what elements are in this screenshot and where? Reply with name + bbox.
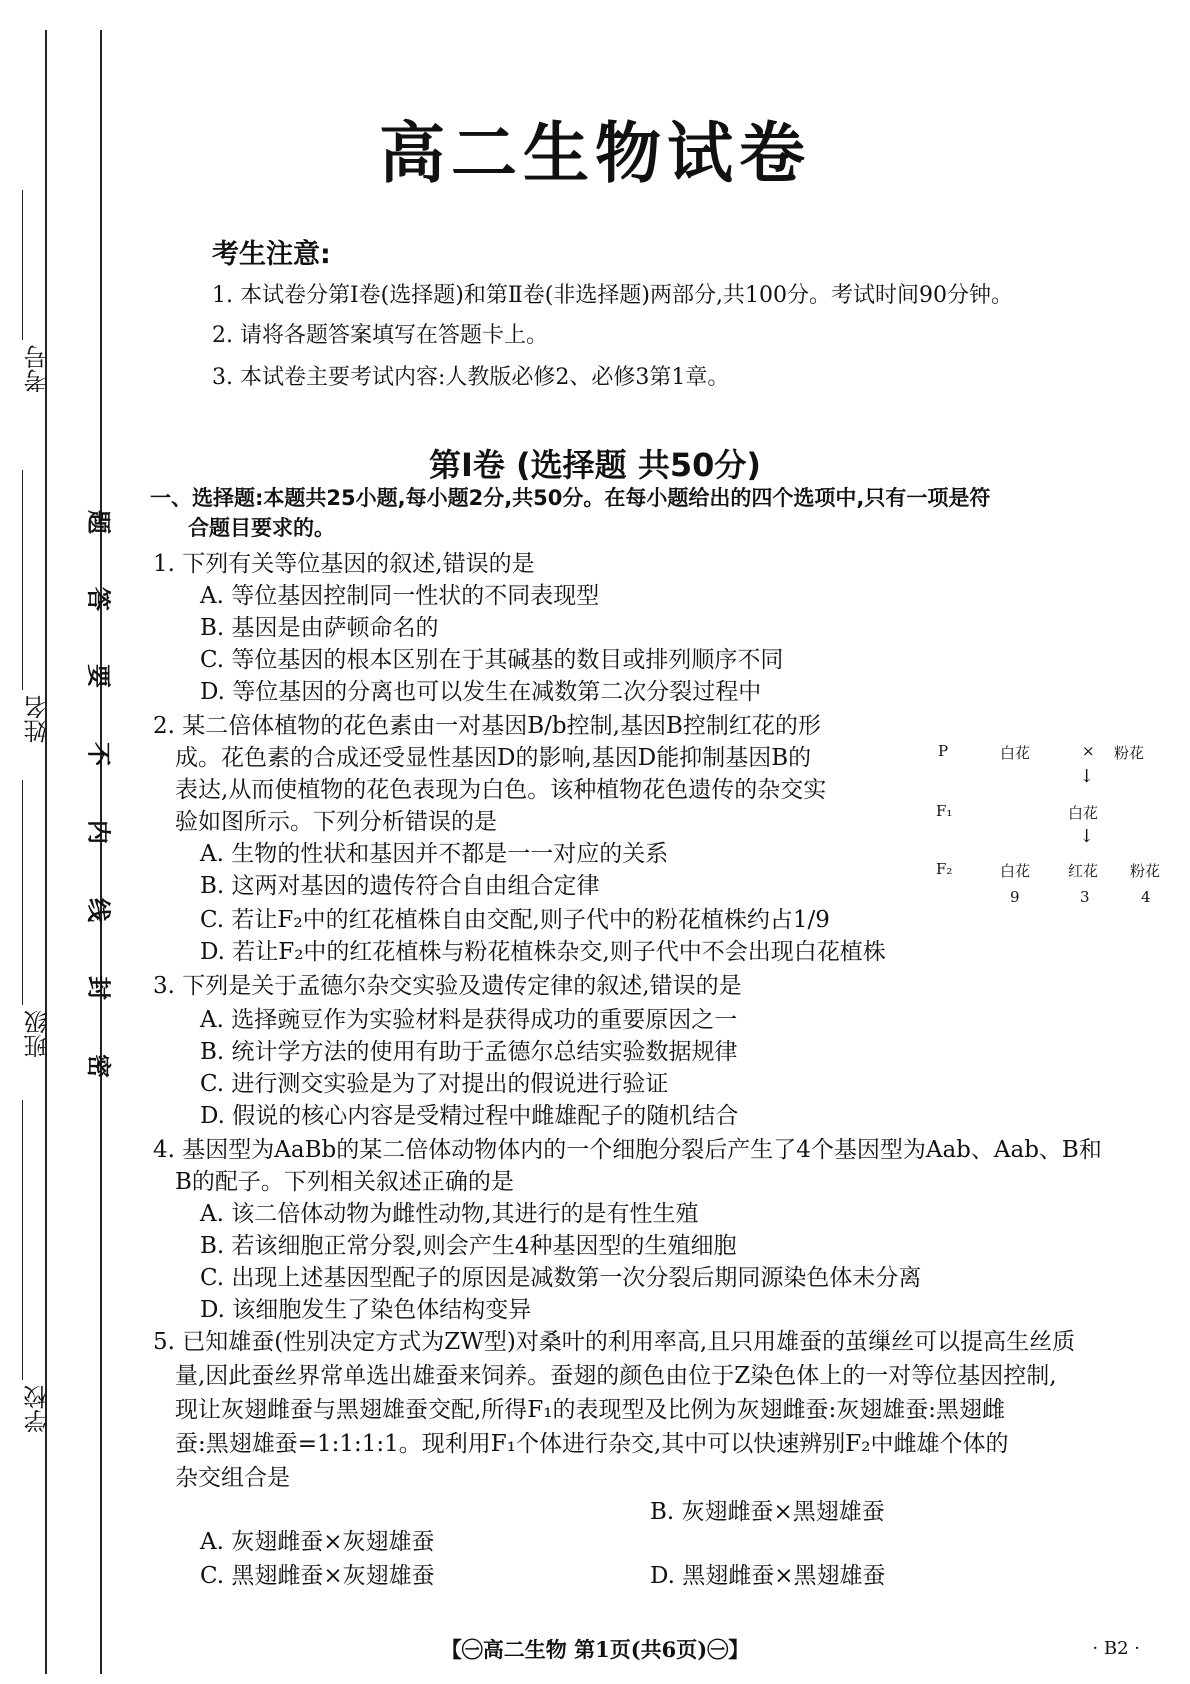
option: C. 若让F₂中的红花植株自由交配,则子代中的粉花植株约占1/9 — [200, 907, 830, 933]
option: A. 等位基因控制同一性状的不同表现型 — [200, 583, 600, 609]
seal-char: 答 — [87, 582, 112, 612]
class-line — [22, 780, 23, 1005]
question-stem-cont: 表达,从而使植物的花色表现为白色。该种植物花色遗传的杂交实 — [175, 777, 827, 803]
diagram-f1: 白花 — [1068, 804, 1099, 822]
question-stem-cont: 现让灰翅雌蚕与黑翅雄蚕交配,所得F₁的表现型及比例为灰翅雌蚕:灰翅雄蚕:黑翅雌 — [175, 1397, 1005, 1423]
option: D. 该细胞发生了染色体结构变异 — [200, 1297, 532, 1323]
seal-char: 内 — [87, 815, 112, 845]
school-label: 学校 — [24, 1385, 52, 1433]
question-stem-cont: 杂交组合是 — [175, 1465, 290, 1491]
seal-char: 题 — [87, 505, 112, 535]
exam-number-line — [22, 190, 23, 340]
section-instruction-cont: 合题目要求的。 — [188, 516, 335, 540]
option: B. 基因是由萨顿命名的 — [200, 615, 439, 641]
question-stem: 4. 基因型为AaBb的某二倍体动物体内的一个细胞分裂后产生了4个基因型为Aab、Aab、B和 — [153, 1137, 1102, 1163]
page-title: 高二生物试卷 — [379, 115, 811, 192]
question-stem: 1. 下列有关等位基因的叙述,错误的是 — [153, 551, 535, 577]
option: A. 生物的性状和基因并不都是一一对应的关系 — [200, 841, 669, 867]
diagram-f2-ratio: 4 — [1141, 888, 1151, 906]
class-label: 班级 — [24, 1010, 52, 1058]
diagram-p-label: P — [938, 742, 949, 760]
option: D. 黑翅雌蚕×黑翅雄蚕 — [650, 1563, 886, 1589]
diagram-cross: × — [1082, 742, 1095, 760]
diagram-p-left: 白花 — [1000, 744, 1031, 762]
option: B. 若该细胞正常分裂,则会产生4种基因型的生殖细胞 — [200, 1233, 737, 1259]
section-title: 第Ⅰ卷 (选择题 共50分) — [429, 446, 761, 484]
question-stem: 2. 某二倍体植物的花色素由一对基因B/b控制,基因B控制红花的形 — [153, 713, 821, 739]
question-stem-cont: 成。花色素的合成还受显性基因D的影响,基因D能抑制基因B的 — [175, 745, 812, 771]
option: A. 灰翅雌蚕×灰翅雄蚕 — [200, 1529, 435, 1555]
diagram-f2-ratio: 3 — [1080, 888, 1090, 906]
option: D. 若让F₂中的红花植株与粉花植株杂交,则子代中不会出现白花植株 — [200, 939, 886, 965]
paper-code: · B2 · — [1092, 1638, 1140, 1659]
diagram-arrow-icon: ↓ — [1079, 826, 1095, 847]
notice-item: 1. 本试卷分第Ⅰ卷(选择题)和第Ⅱ卷(非选择题)两部分,共100分。考试时间90分钟。 — [212, 283, 1013, 308]
exam-number-label: 考号 — [24, 345, 52, 393]
seal-char: 密 — [87, 1049, 112, 1079]
option: A. 该二倍体动物为雌性动物,其进行的是有性生殖 — [200, 1201, 699, 1227]
option: C. 出现上述基因型配子的原因是减数第一次分裂后期同源染色体未分离 — [200, 1265, 922, 1291]
option: B. 统计学方法的使用有助于孟德尔总结实验数据规律 — [200, 1039, 738, 1065]
option: C. 等位基因的根本区别在于其碱基的数目或排列顺序不同 — [200, 647, 784, 673]
diagram-f2-label: F₂ — [936, 860, 953, 878]
question-stem-cont: 蚕:黑翅雄蚕=1:1:1:1。现利用F₁个体进行杂交,其中可以快速辨别F₂中雌雄个体的 — [175, 1431, 1009, 1457]
question-stem-cont: 量,因此蚕丝界常单选出雄蚕来饲养。蚕翅的颜色由位于Z染色体上的一对等位基因控制, — [175, 1363, 1057, 1389]
option: C. 进行测交实验是为了对提出的假说进行验证 — [200, 1071, 669, 1097]
question-stem-cont: B的配子。下列相关叙述正确的是 — [175, 1169, 514, 1195]
question-stem: 3. 下列是关于孟德尔杂交实验及遗传定律的叙述,错误的是 — [153, 973, 742, 999]
school-line — [22, 1100, 23, 1380]
diagram-f2-phenotype: 红花 — [1068, 862, 1099, 880]
seal-char: 不 — [87, 737, 112, 767]
notice-item: 2. 请将各题答案填写在答题卡上。 — [212, 323, 548, 348]
margin-line-inner — [100, 30, 102, 1674]
seal-char: 封 — [87, 971, 112, 1001]
diagram-arrow-icon: ↓ — [1079, 766, 1095, 787]
option: D. 假说的核心内容是受精过程中雌雄配子的随机结合 — [200, 1103, 739, 1129]
seal-char: 要 — [87, 659, 112, 689]
option: A. 选择豌豆作为实验材料是获得成功的重要原因之一 — [200, 1007, 738, 1033]
option: C. 黑翅雌蚕×灰翅雄蚕 — [200, 1563, 435, 1589]
diagram-f2-ratio: 9 — [1010, 888, 1020, 906]
section-instruction: 一、选择题:本题共25小题,每小题2分,共50分。在每小题给出的四个选项中,只有一项是符 — [150, 486, 991, 510]
option: D. 等位基因的分离也可以发生在减数第二次分裂过程中 — [200, 679, 762, 705]
question-stem-cont: 验如图所示。下列分析错误的是 — [175, 809, 497, 835]
page-footer: 【㊀高二生物 第1页(共6页)㊀】 — [440, 1637, 750, 1662]
name-label: 姓名 — [24, 695, 52, 743]
option: B. 这两对基因的遗传符合自由组合定律 — [200, 873, 600, 899]
diagram-f2-phenotype: 白花 — [1000, 862, 1031, 880]
diagram-f1-label: F₁ — [936, 802, 953, 820]
option: B. 灰翅雌蚕×黑翅雄蚕 — [650, 1499, 885, 1525]
seal-char: 线 — [87, 893, 112, 923]
name-line — [22, 470, 23, 690]
diagram-p-right: 粉花 — [1114, 744, 1145, 762]
diagram-f2-phenotype: 粉花 — [1130, 862, 1161, 880]
question-stem: 5. 已知雄蚕(性别决定方式为ZW型)对桑叶的利用率高,且只用雄蚕的茧缫丝可以提高生丝质 — [153, 1329, 1076, 1355]
notice-heading: 考生注意: — [212, 239, 331, 270]
notice-item: 3. 本试卷主要考试内容:人教版必修2、必修3第1章。 — [212, 365, 730, 390]
